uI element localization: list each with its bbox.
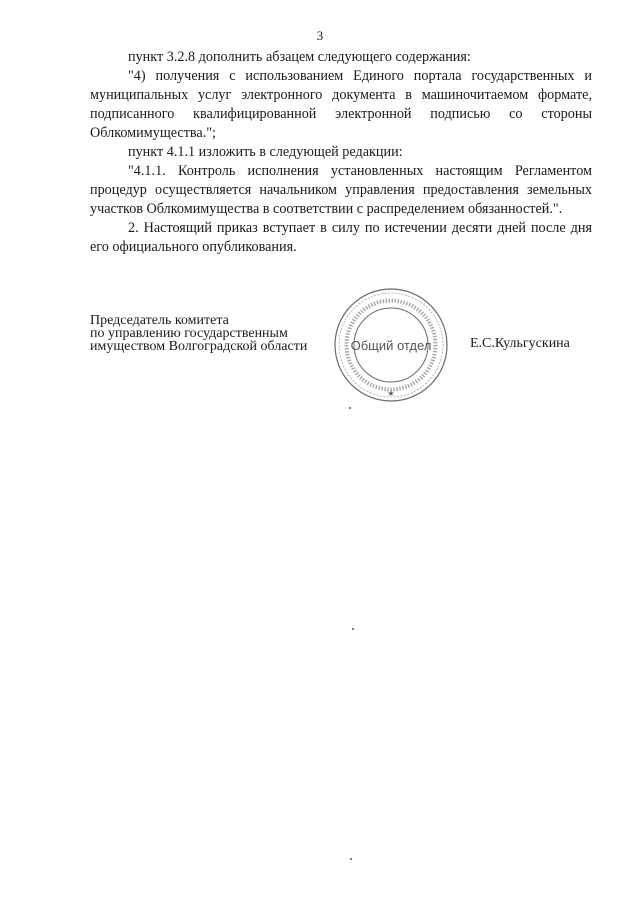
official-stamp	[332, 286, 450, 404]
stamp-seal-icon	[332, 286, 450, 404]
paragraph-3: пункт 4.1.1 изложить в следующей редакции:	[128, 144, 403, 160]
page-number: 3	[316, 28, 324, 43]
scan-speck	[352, 628, 354, 630]
position-line-2: по управлению государственным	[90, 326, 288, 341]
scan-speck	[350, 858, 352, 860]
position-line-1: Председатель комитета	[90, 313, 229, 328]
paragraph-1: пункт 3.2.8 дополнить абзацем следующего содержания:	[128, 49, 471, 65]
document-body	[90, 48, 592, 257]
signatory-name: Е.С.Кульгускина	[470, 336, 570, 351]
signature-position	[90, 314, 307, 353]
scan-speck	[349, 407, 351, 409]
paragraph-5: 2. Настоящий приказ вступает в силу по истечении десяти дней после дня его официального опубликования.	[90, 220, 592, 255]
stamp-star-icon: ★	[387, 389, 395, 398]
stamp-center-text: Общий отдел	[350, 338, 432, 353]
paragraph-2: "4) получения с использованием Единого портала государственных и муниципальных услуг электронного документа в машиночитаемом формате, подписанного квалифицированной электронной подписью со стороны Облкомимущества.";	[90, 68, 592, 141]
position-line-3: имуществом Волгоградской области	[90, 339, 308, 354]
paragraph-4: "4.1.1. Контроль исполнения установленных настоящим Регламентом процедур осуществляется начальником управления предоставления земельных участков Облкомимущества в соответствии с распределением обязанностей.".	[90, 163, 592, 217]
